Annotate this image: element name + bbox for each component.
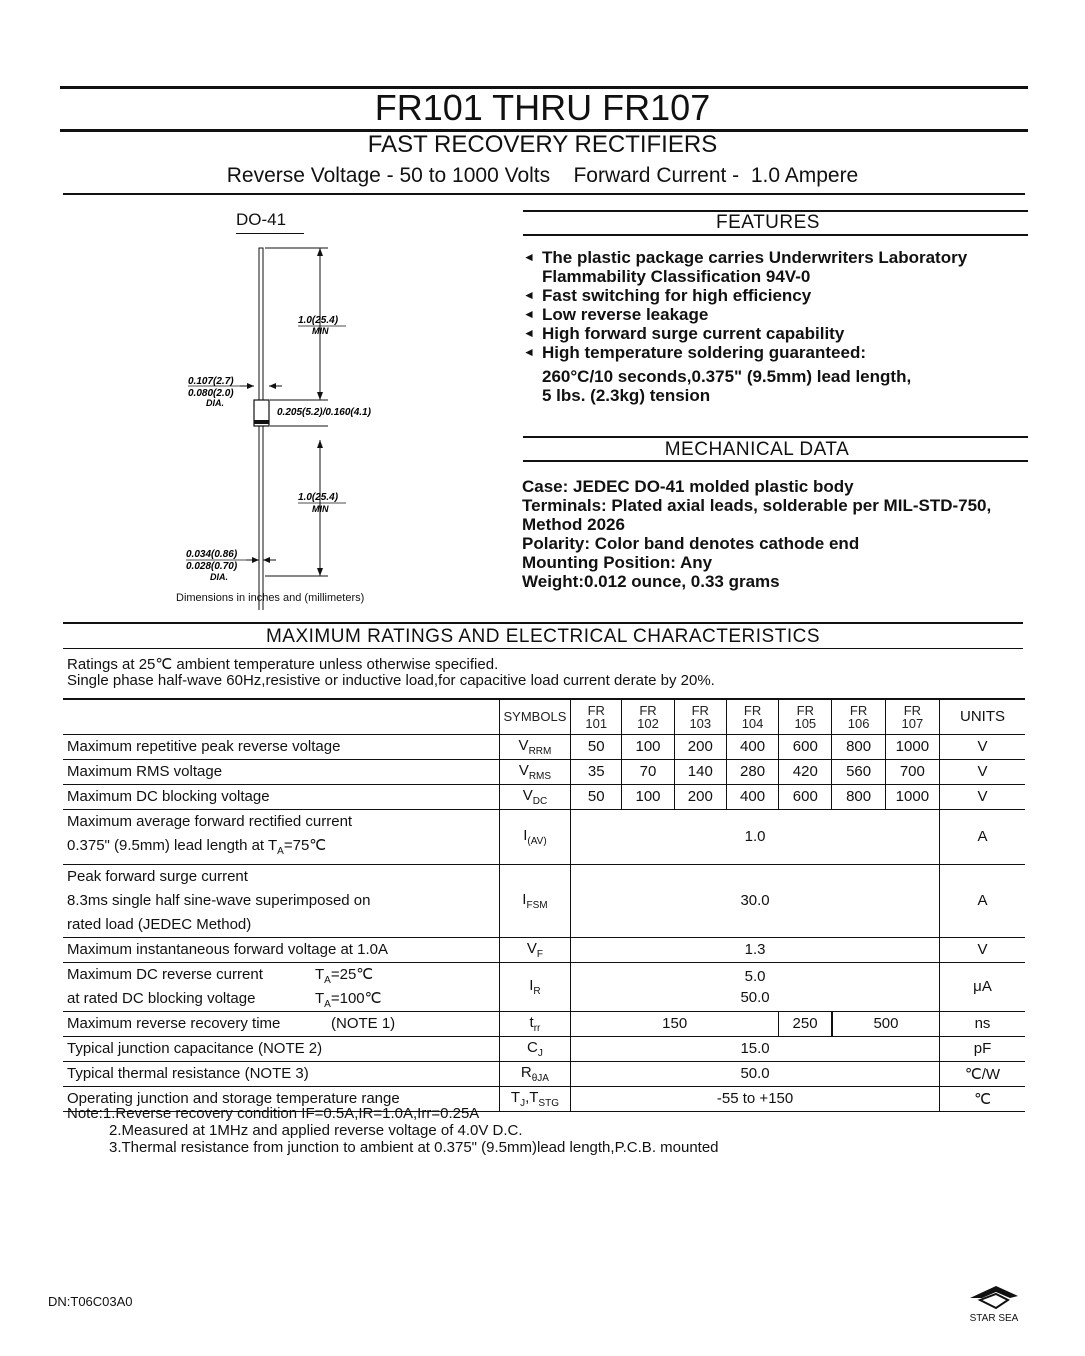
features-heading: FEATURES bbox=[716, 212, 820, 233]
row-unit: μA bbox=[940, 962, 1026, 1011]
header-rule bbox=[63, 193, 1025, 195]
row-desc: Typical junction capacitance (NOTE 2) bbox=[63, 1036, 499, 1061]
cathode-band bbox=[254, 420, 269, 424]
row-symbol: $I_R$ bbox=[499, 962, 570, 1011]
body-dia-max: 0.107(2.7) bbox=[188, 376, 234, 387]
bullet-icon: ◄ bbox=[523, 326, 535, 340]
row-value: 100 bbox=[622, 734, 674, 759]
lead-wire bbox=[259, 248, 263, 610]
row-value: -55 to +150 bbox=[571, 1086, 940, 1111]
mech-line: Mounting Position: Any bbox=[522, 553, 713, 572]
package-label-underline bbox=[236, 233, 304, 234]
row-value: 200 bbox=[674, 734, 726, 759]
row-unit: pF bbox=[940, 1036, 1026, 1061]
row-symbol: $V_{RMS}$ bbox=[499, 759, 570, 784]
row-desc: Maximum instantaneous forward voltage at 1.0A bbox=[63, 937, 499, 962]
header-part: FR 107 bbox=[885, 699, 939, 734]
body-dia-label: DIA. bbox=[206, 398, 224, 408]
body-length-label: 0.205(5.2)/0.160(4.1) bbox=[277, 407, 371, 418]
mechanical-list bbox=[522, 477, 1032, 591]
table-row bbox=[63, 1061, 1025, 1086]
brand-logo bbox=[963, 1284, 1025, 1324]
header-part: FR 103 bbox=[674, 699, 726, 734]
page-subtitle: FAST RECOVERY RECTIFIERS bbox=[367, 131, 718, 158]
ratings-rule-top bbox=[63, 622, 1023, 624]
row-symbol: $I_{FSM}$ bbox=[499, 864, 570, 937]
ratings-heading: MAXIMUM RATINGS AND ELECTRICAL CHARACTERISTICS bbox=[265, 626, 820, 647]
row-value: 250 bbox=[779, 1011, 832, 1036]
row-unit: ℃ bbox=[940, 1086, 1026, 1111]
bullet-icon: ◄ bbox=[523, 288, 535, 302]
notes bbox=[67, 1105, 719, 1156]
ratings-conditions bbox=[67, 657, 715, 689]
bullet-icon: ◄ bbox=[523, 307, 535, 321]
row-desc: Maximum DC reverse current $T_A=25℃$ at rated DC blocking voltage $T_A=100℃$ bbox=[63, 962, 499, 1011]
row-unit: A bbox=[940, 809, 1026, 864]
header-part: FR 105 bbox=[779, 699, 832, 734]
table-row bbox=[63, 784, 1025, 809]
note-1: Note:1.Reverse recovery condition IF=0.5A,IR=1.0A,Irr=0.25A bbox=[67, 1105, 480, 1122]
row-desc: Maximum repetitive peak reverse voltage bbox=[63, 734, 499, 759]
row-symbol: $T_J,T_{STG}$ bbox=[499, 1086, 570, 1111]
row-value: 100 bbox=[622, 784, 674, 809]
row-value: 560 bbox=[832, 759, 885, 784]
features-list bbox=[523, 248, 1033, 405]
table-row bbox=[63, 734, 1025, 759]
row-desc: Operating junction and storage temperature range bbox=[63, 1086, 499, 1111]
header-part: FR 104 bbox=[726, 699, 778, 734]
row-value: 50 bbox=[571, 734, 622, 759]
ratings-rule-bottom bbox=[63, 648, 1023, 649]
lead-dia-min: 0.028(0.70) bbox=[186, 561, 238, 572]
row-symbol: $t_{rr}$ bbox=[499, 1011, 570, 1036]
feature-item-cont: Flammability Classification 94V-0 bbox=[542, 267, 811, 286]
row-unit: A bbox=[940, 864, 1026, 937]
solder-spec-line1: 260°C/10 seconds,0.375" (9.5mm) lead length, bbox=[542, 367, 912, 386]
row-value: 150 bbox=[571, 1011, 779, 1036]
row-value: 700 bbox=[885, 759, 939, 784]
dimensions-caption: Dimensions in inches and (millimeters) bbox=[176, 592, 365, 604]
package-label: DO-41 bbox=[236, 210, 287, 229]
feature-item: ◄ Fast switching for high efficiency bbox=[523, 286, 812, 305]
row-symbol: $V_F$ bbox=[499, 937, 570, 962]
table-row bbox=[63, 962, 1025, 1011]
row-unit: V bbox=[940, 734, 1026, 759]
feature-item: ◄ High forward surge current capability bbox=[523, 324, 845, 343]
row-unit: ℃/W bbox=[940, 1061, 1026, 1086]
table-row bbox=[63, 937, 1025, 962]
ratings-condition-1: Ratings at 25℃ ambient temperature unless otherwise specified. bbox=[67, 656, 499, 673]
features-rule-bottom bbox=[523, 234, 1028, 236]
header-symbols: SYMBOLS bbox=[499, 699, 570, 734]
row-unit: V bbox=[940, 784, 1026, 809]
lead-dia-label: DIA. bbox=[210, 572, 228, 582]
table-row bbox=[63, 864, 1025, 937]
row-value: 140 bbox=[674, 759, 726, 784]
row-value: 600 bbox=[779, 784, 832, 809]
row-value: 400 bbox=[726, 784, 778, 809]
row-desc: Maximum average forward rectified current 0.375" (9.5mm) lead length at $T_A=75℃$ bbox=[63, 809, 499, 864]
row-unit: ns bbox=[940, 1011, 1026, 1036]
row-desc: Maximum DC blocking voltage bbox=[63, 784, 499, 809]
row-value: 1.3 bbox=[571, 937, 940, 962]
ratings-summary: Reverse Voltage - 50 to 1000 Volts Forward Current - 1.0 Ampere bbox=[226, 164, 859, 187]
header-part: FR 102 bbox=[622, 699, 674, 734]
mech-line: Polarity: Color band denotes cathode end bbox=[522, 534, 860, 553]
note-2: 2.Measured at 1MHz and applied reverse voltage of 4.0V D.C. bbox=[109, 1122, 523, 1139]
row-value: 15.0 bbox=[571, 1036, 940, 1061]
row-symbol: $R_{\theta JA}$ bbox=[499, 1061, 570, 1086]
table-row bbox=[63, 1011, 1025, 1036]
lead-dia-max: 0.034(0.86) bbox=[186, 549, 238, 560]
row-value: 420 bbox=[779, 759, 832, 784]
row-value: 800 bbox=[832, 734, 885, 759]
table-row bbox=[63, 1036, 1025, 1061]
mech-line: Method 2026 bbox=[522, 515, 625, 534]
header-part: FR 106 bbox=[832, 699, 885, 734]
row-unit: V bbox=[940, 759, 1026, 784]
row-desc: Peak forward surge current 8.3ms single half sine-wave superimposed on rated load (JEDEC Method) bbox=[63, 864, 499, 937]
row-value: 1.0 bbox=[571, 809, 940, 864]
row-value: 5.0 50.0 bbox=[571, 962, 940, 1011]
feature-item: ◄ The plastic package carries Underwriters Laboratory bbox=[523, 248, 968, 267]
header-part: FR 101 bbox=[571, 699, 622, 734]
row-desc: Typical thermal resistance (NOTE 3) bbox=[63, 1061, 499, 1086]
do41-package-diagram bbox=[170, 240, 410, 610]
table-row bbox=[63, 809, 1025, 864]
lead-length-top-label: 1.0(25.4) bbox=[298, 315, 339, 326]
row-value: 35 bbox=[571, 759, 622, 784]
lead-length-bottom-label: 1.0(25.4) bbox=[298, 492, 339, 503]
ratings-table bbox=[63, 698, 1025, 1112]
feature-item: ◄ High temperature soldering guaranteed: bbox=[523, 343, 866, 362]
lead-length-bottom-min: MIN bbox=[312, 504, 329, 514]
table-header-row bbox=[63, 699, 1025, 734]
row-value: 280 bbox=[726, 759, 778, 784]
row-value: 600 bbox=[779, 734, 832, 759]
row-symbol: $C_J$ bbox=[499, 1036, 570, 1061]
lead-length-top-min: MIN bbox=[312, 326, 329, 336]
note-3: 3.Thermal resistance from junction to ambient at 0.375" (9.5mm)lead length,P.C.B. mounted bbox=[109, 1139, 719, 1156]
row-value: 500 bbox=[832, 1011, 940, 1036]
row-symbol: $I_{(AV)}$ bbox=[499, 809, 570, 864]
feature-item: ◄ Low reverse leakage bbox=[523, 305, 709, 324]
row-value: 400 bbox=[726, 734, 778, 759]
header-blank bbox=[63, 699, 499, 734]
body-dia-min: 0.080(2.0) bbox=[188, 388, 234, 399]
row-value: 70 bbox=[622, 759, 674, 784]
row-value: 1000 bbox=[885, 734, 939, 759]
row-desc: Maximum RMS voltage bbox=[63, 759, 499, 784]
mech-line: Case: JEDEC DO-41 molded plastic body bbox=[522, 477, 854, 496]
row-value: 200 bbox=[674, 784, 726, 809]
solder-spec-line2: 5 lbs. (2.3kg) tension bbox=[542, 386, 711, 405]
row-symbol: $V_{RRM}$ bbox=[499, 734, 570, 759]
row-value: 50.0 bbox=[571, 1061, 940, 1086]
row-desc: Maximum reverse recovery time (NOTE 1) bbox=[63, 1011, 499, 1036]
mech-rule-bottom bbox=[523, 460, 1028, 462]
bullet-icon: ◄ bbox=[523, 250, 535, 264]
table-row bbox=[63, 759, 1025, 784]
row-symbol: $V_{DC}$ bbox=[499, 784, 570, 809]
page-title: FR101 THRU FR107 bbox=[374, 87, 711, 128]
doc-number: DN:T06C03A0 bbox=[48, 1294, 133, 1309]
header-units: UNITS bbox=[940, 699, 1026, 734]
row-value: 1000 bbox=[885, 784, 939, 809]
star-sea-logo-icon bbox=[966, 1284, 1022, 1310]
mech-rule-top bbox=[523, 436, 1028, 438]
bullet-icon: ◄ bbox=[523, 345, 535, 359]
mech-line: Terminals: Plated axial leads, solderable per MIL-STD-750, bbox=[522, 496, 992, 515]
row-value: 800 bbox=[832, 784, 885, 809]
brand-name: STAR SEA bbox=[969, 1313, 1019, 1324]
row-value: 50 bbox=[571, 784, 622, 809]
row-unit: V bbox=[940, 937, 1026, 962]
ratings-condition-2: Single phase half-wave 60Hz,resistive or inductive load,for capacitive load current derate by 20%. bbox=[67, 672, 715, 689]
mechanical-heading: MECHANICAL DATA bbox=[664, 439, 850, 460]
row-value: 30.0 bbox=[571, 864, 940, 937]
mech-line: Weight:0.012 ounce, 0.33 grams bbox=[522, 572, 780, 591]
